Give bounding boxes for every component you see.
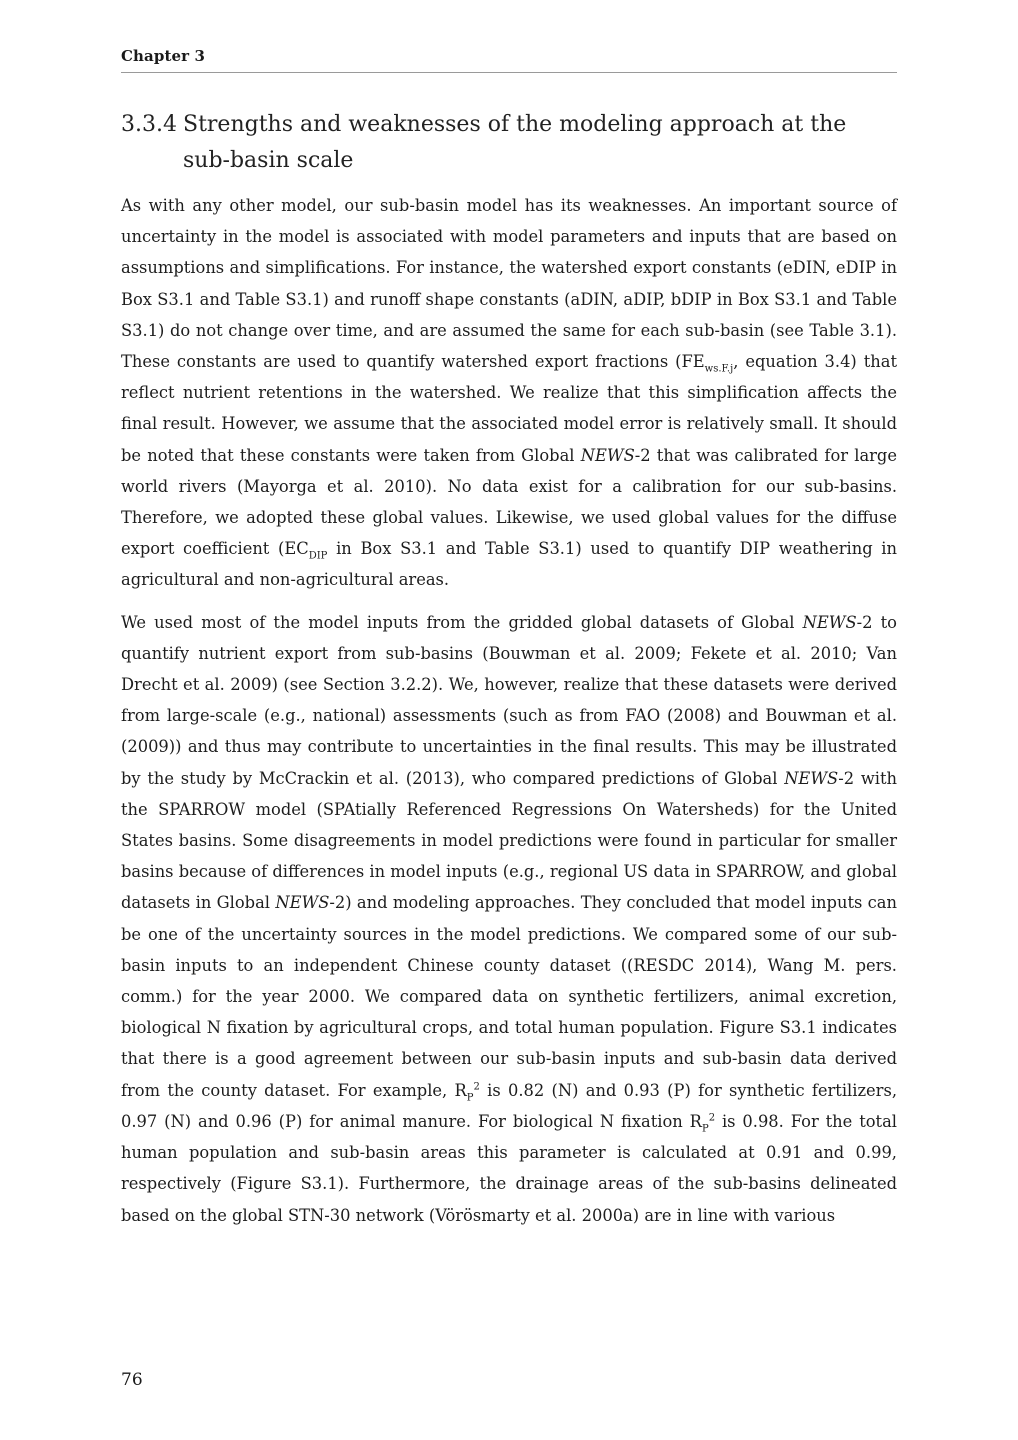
- text-run: -2) and modeling approaches. They concluded that model inputs can be one of the uncertainty sources in the model predictions. We compared some of our sub-basin inputs to an independent Chinese county dataset ((RESDC 2014), Wang M. pers. comm.) for the year 2000. We compared data on synthetic fertilizers, animal excretion, biological N fixation by agricultural crops, and total human population. Figure S3.1 indicates that there is a good agreement between our sub-basin inputs and sub-basin data derived from the county dataset. For example, R: [121, 893, 897, 1100]
- text-run: is 0.82 (N) and 0.93 (P) for synthetic fertilizers, 0.97 (N) and 0.96 (P) for animal manure. For biological N fixation R: [121, 1080, 897, 1131]
- text-run: As with any other model, our sub-basin model has its weaknesses. An important source of uncertainty in the model is associated with model parameters and inputs that are based on assumptions and simplifications. For instance, the watershed export constants (eDIN, eDIP in Box S3.1 and Table S3.1) and runoff shape constants (aDIN, aDIP, bDIP in Box S3.1 and Table S3.1) do not change over time, and are assumed the same for each sub-basin (see Table 3.1). These constants are used to quantify watershed export fractions (FE: [121, 196, 897, 372]
- document-page: [121, 0, 897, 1440]
- text-sup: 2: [708, 1112, 716, 1124]
- paragraph: [121, 190, 897, 596]
- text-run: -2 to quantify nutrient export from sub-basins (Bouwman et al. 2009; Fekete et al. 2010; Van Drecht et al. 2009) (see Section 3.2.2). We, however, realize that these datasets were derived from large-scale (e.g., national) assessments (such as from FAO (2008) and Bouwman et al. (2009)) and thus may contribute to uncertainties in the final results. This may be illustrated by the study by McCrackin et al. (2013), who compared predictions of Global: [121, 612, 897, 788]
- text-run: We used most of the model inputs from the gridded global datasets of Global: [121, 612, 803, 632]
- text-run: is 0.98. For the total human population and sub-basin areas this parameter is calculated at 0.91 and 0.99, respectively (Figure S3.1). Furthermore, the drainage areas of the sub-basins delineated based on the global STN-30 network (Vörösmarty et al. 2000a) are in line with various: [121, 1111, 897, 1225]
- text-run: in Box S3.1 and Table S3.1) used to quantify DIP weathering in agricultural and non-agricultural areas.: [121, 539, 897, 590]
- section-title: Strengths and weaknesses of the modeling approach at the sub-basin scale: [183, 112, 847, 173]
- text-sub: P: [701, 1123, 709, 1135]
- header-rule: [121, 72, 897, 73]
- text-sup: 2: [473, 1081, 480, 1093]
- section-number: 3.3.4: [121, 112, 177, 137]
- text-sub: P: [466, 1091, 474, 1103]
- text-sub: DIP: [308, 550, 328, 562]
- text-run: -2 that was calibrated for large world rivers (Mayorga et al. 2010). No data exist for a calibration for our sub-basins. Therefore, we adopted these global values. Likewise, we used global values for the diffuse export coefficient (EC: [121, 445, 897, 559]
- text-italic: NEWS: [275, 893, 330, 913]
- paragraph: [121, 607, 897, 1231]
- text-run: -2 with the SPARROW model (SPAtially Referenced Regressions On Watersheds) for the United States basins. Some disagreements in model predictions were found in particular for smaller basins because of differences in model inputs (e.g., regional US data in SPARROW, and global datasets in Global: [121, 768, 897, 913]
- text-run: , equation 3.4) that reflect nutrient retentions in the watershed. We realize that this simplification affects the final result. However, we assume that the associated model error is relatively small. It should be noted that these constants were taken from Global: [121, 352, 897, 465]
- running-head: Chapter 3: [121, 47, 205, 65]
- section-heading: [121, 107, 897, 179]
- text-italic: NEWS: [580, 445, 635, 465]
- text-italic: NEWS: [802, 612, 857, 632]
- text-italic: NEWS: [784, 768, 839, 788]
- body-text: [121, 190, 897, 1242]
- text-sub: ws.F.j: [704, 363, 734, 375]
- page-number: 76: [121, 1370, 143, 1390]
